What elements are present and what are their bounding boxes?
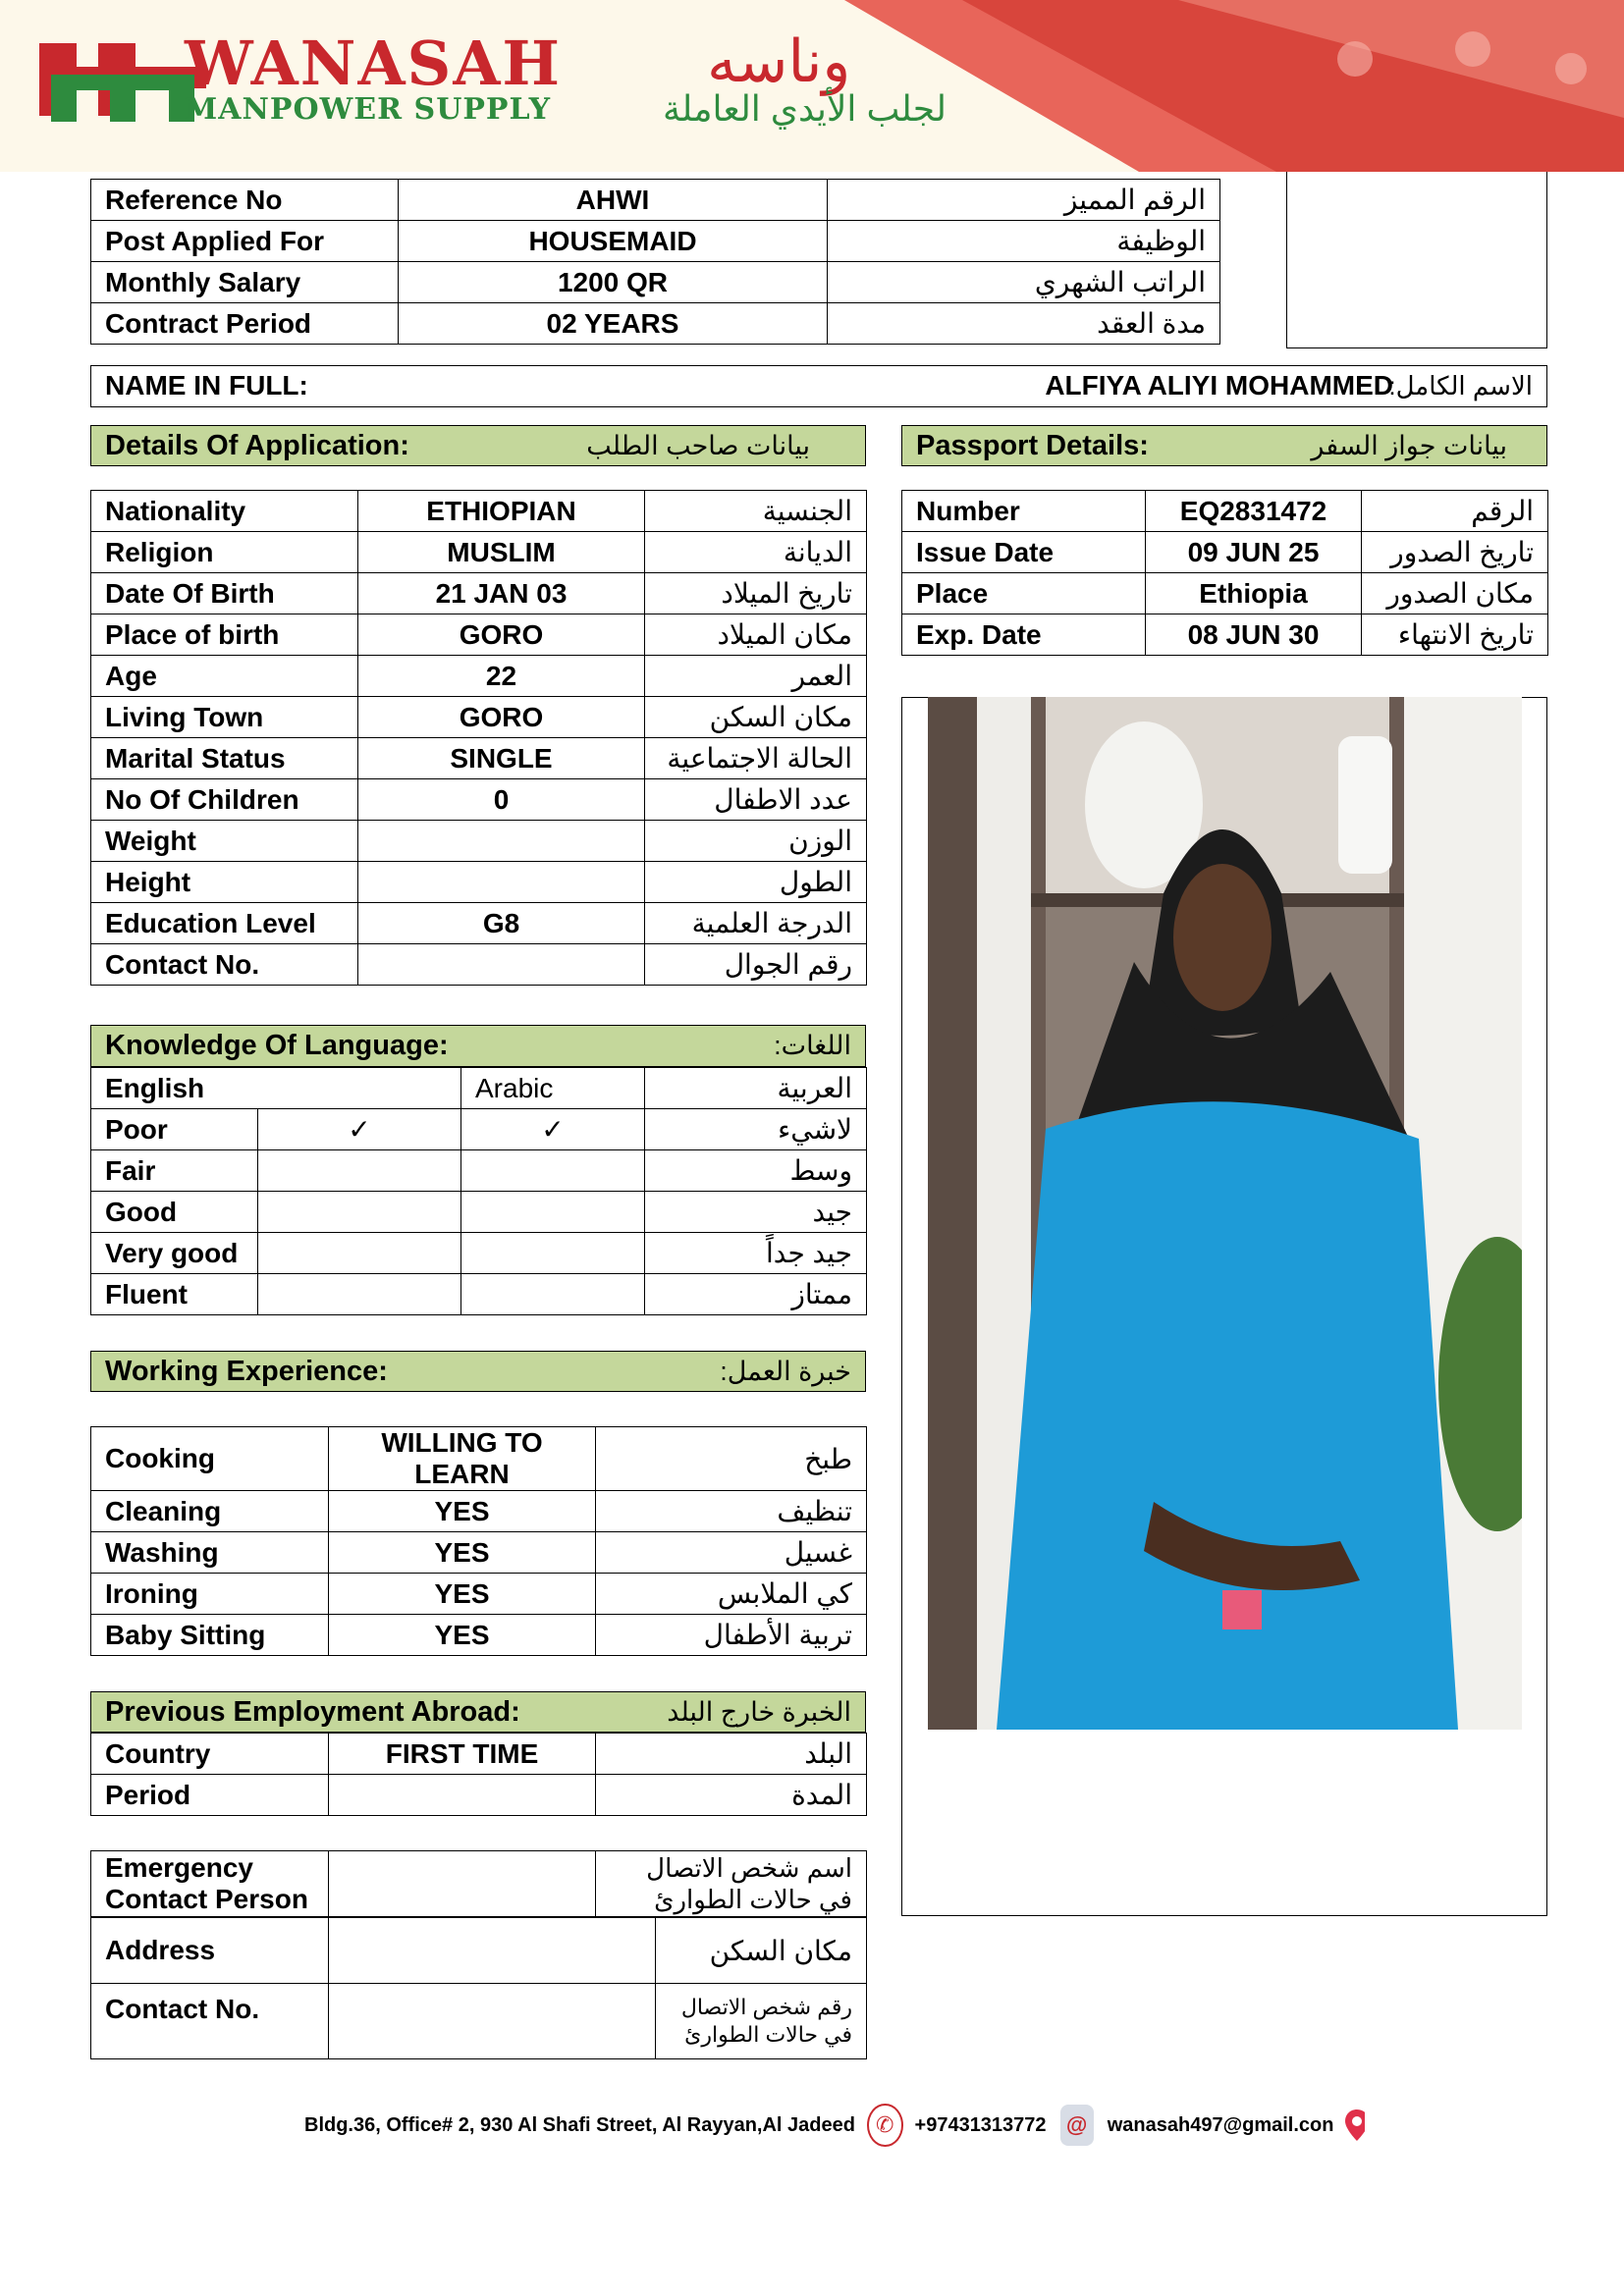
ref-label: Post Applied For <box>91 221 399 262</box>
passport-heading-label: Passport Details: <box>916 429 1149 461</box>
language-level-ar: لاشيء <box>645 1109 867 1150</box>
abroad-label-ar: البلد <box>596 1734 867 1775</box>
emergency-value <box>329 1851 596 1917</box>
detail-label: Contact No. <box>91 944 358 986</box>
table-row <box>91 862 867 903</box>
full-name-label: NAME IN FULL: <box>105 370 308 400</box>
detail-label: Living Town <box>91 697 358 738</box>
table-row <box>91 944 867 986</box>
table-row <box>91 1615 867 1656</box>
table-row <box>91 1574 867 1615</box>
table-row <box>91 1775 867 1816</box>
table-row <box>91 262 1220 303</box>
detail-label: Religion <box>91 532 358 573</box>
details-heading-label: Details Of Application: <box>105 429 409 461</box>
detail-value: MUSLIM <box>358 532 645 573</box>
wanasah-logo-icon <box>39 35 206 124</box>
experience-label: Baby Sitting <box>91 1615 329 1656</box>
ref-label: Monthly Salary <box>91 262 399 303</box>
language-arabic-cell <box>461 1150 645 1192</box>
experience-heading <box>90 1351 866 1392</box>
passport-label-ar: تاريخ الانتهاء <box>1362 614 1548 656</box>
applicant-photo <box>928 697 1522 1730</box>
language-arabic-cell <box>461 1233 645 1274</box>
table-row <box>91 1192 867 1233</box>
experience-heading-label: Working Experience: <box>105 1355 388 1387</box>
detail-value: 21 JAN 03 <box>358 573 645 614</box>
passport-value: 08 JUN 30 <box>1146 614 1362 656</box>
brand-name: WANASAH <box>185 27 563 99</box>
experience-label: Cooking <box>91 1427 329 1491</box>
table-row <box>91 573 867 614</box>
language-english-cell <box>258 1192 461 1233</box>
language-english-cell <box>258 1274 461 1315</box>
table-row <box>91 821 867 862</box>
full-name-value: ALFIYA ALIYI MOHAMMED <box>1045 370 1393 400</box>
ref-value: 02 YEARS <box>399 303 828 345</box>
language-arabic-cell <box>461 1192 645 1233</box>
experience-value: YES <box>329 1615 596 1656</box>
experience-heading-ar: خبرة العمل: <box>720 1356 851 1386</box>
abroad-value <box>329 1775 596 1816</box>
footer-email[interactable]: wanasah497@gmail.con <box>1107 2113 1334 2136</box>
detail-label-ar: الوزن <box>645 821 867 862</box>
emergency-label: Contact No. <box>91 1984 329 2059</box>
detail-label: Place of birth <box>91 614 358 656</box>
detail-label-ar: رقم الجوال <box>645 944 867 986</box>
passport-label-ar: الرقم <box>1362 491 1548 532</box>
check-icon: ✓ <box>461 1109 645 1150</box>
phone-icon: ✆ <box>867 2104 903 2147</box>
language-table <box>90 1067 867 1315</box>
passport-value: 09 JUN 25 <box>1146 532 1362 573</box>
brand-name-arabic: وناسه <box>707 28 851 94</box>
table-row <box>91 1233 867 1274</box>
emergency-label-ar: اسم شخص الاتصال في حالات الطوارئ <box>596 1851 867 1917</box>
table-row <box>91 1734 867 1775</box>
emergency-label-ar: رقم شخص الاتصال في حالات الطوارئ <box>656 1984 867 2059</box>
table-row <box>91 1109 867 1150</box>
emergency-table-bottom <box>90 1917 867 2059</box>
ref-label-ar: الوظيفة <box>828 221 1220 262</box>
detail-label-ar: الطول <box>645 862 867 903</box>
detail-label-ar: العمر <box>645 656 867 697</box>
table-row <box>91 614 867 656</box>
abroad-heading <box>90 1691 866 1733</box>
table-row <box>902 532 1548 573</box>
experience-table <box>90 1426 867 1656</box>
experience-label-ar: تنظيف <box>596 1491 867 1532</box>
detail-label-ar: مكان السكن <box>645 697 867 738</box>
emergency-label: Emergency Contact Person <box>91 1851 329 1917</box>
detail-label: Height <box>91 862 358 903</box>
abroad-label-ar: المدة <box>596 1775 867 1816</box>
language-level: Fair <box>91 1150 258 1192</box>
emergency-label: Address <box>91 1918 329 1984</box>
detail-label-ar: مكان الميلاد <box>645 614 867 656</box>
abroad-label: Period <box>91 1775 329 1816</box>
language-heading-label: Knowledge Of Language: <box>105 1030 449 1061</box>
passport-table <box>901 490 1548 656</box>
language-heading-ar: اللغات: <box>774 1031 851 1060</box>
email-icon: @ <box>1060 2105 1094 2146</box>
language-english-cell <box>258 1233 461 1274</box>
experience-value: YES <box>329 1491 596 1532</box>
table-row <box>91 1068 867 1109</box>
language-level-ar: وسط <box>645 1150 867 1192</box>
detail-value <box>358 862 645 903</box>
ref-label-ar: الرقم المميز <box>828 180 1220 221</box>
detail-label: Nationality <box>91 491 358 532</box>
language-level: Poor <box>91 1109 258 1150</box>
ref-label-ar: مدة العقد <box>828 303 1220 345</box>
table-row <box>91 1851 867 1917</box>
abroad-heading-label: Previous Employment Abroad: <box>105 1695 520 1728</box>
experience-value: YES <box>329 1574 596 1615</box>
language-level: Good <box>91 1192 258 1233</box>
detail-value: 22 <box>358 656 645 697</box>
details-heading <box>90 425 866 466</box>
reference-table <box>90 179 1220 345</box>
language-heading <box>90 1025 866 1067</box>
language-col-arabic: Arabic <box>461 1068 645 1109</box>
table-row <box>91 779 867 821</box>
footer <box>304 2101 1365 2150</box>
table-row <box>91 738 867 779</box>
detail-value <box>358 821 645 862</box>
detail-label-ar: عدد الاطفال <box>645 779 867 821</box>
header-banner <box>0 0 1624 172</box>
table-row <box>91 1918 867 1984</box>
language-level-ar: جيد <box>645 1192 867 1233</box>
passport-heading-ar: بيانات جواز السفر <box>1311 430 1507 460</box>
ref-label-ar: الراتب الشهري <box>828 262 1220 303</box>
emergency-value <box>329 1918 656 1984</box>
experience-label-ar: طبخ <box>596 1427 867 1491</box>
passport-label: Exp. Date <box>902 614 1146 656</box>
passport-label: Place <box>902 573 1146 614</box>
table-row <box>91 1984 867 2059</box>
table-row <box>91 532 867 573</box>
experience-value: YES <box>329 1532 596 1574</box>
full-name-row <box>90 365 1547 407</box>
detail-label-ar: الديانة <box>645 532 867 573</box>
language-level-ar: جيد جداً <box>645 1233 867 1274</box>
footer-phone[interactable]: +97431313772 <box>914 2113 1047 2136</box>
detail-value: G8 <box>358 903 645 944</box>
detail-label: Weight <box>91 821 358 862</box>
details-heading-ar: بيانات صاحب الطلب <box>586 430 810 460</box>
detail-value: 0 <box>358 779 645 821</box>
experience-label-ar: كي الملابس <box>596 1574 867 1615</box>
table-row <box>91 1532 867 1574</box>
abroad-table <box>90 1733 867 1816</box>
experience-label: Cleaning <box>91 1491 329 1532</box>
brand-tagline-arabic: لجلب الأيدي العاملة <box>663 88 947 129</box>
detail-label: Education Level <box>91 903 358 944</box>
table-row <box>91 221 1220 262</box>
passport-label: Issue Date <box>902 532 1146 573</box>
ref-value: 1200 QR <box>399 262 828 303</box>
ref-label: Reference No <box>91 180 399 221</box>
table-row <box>91 180 1220 221</box>
detail-value: GORO <box>358 697 645 738</box>
passport-label: Number <box>902 491 1146 532</box>
photo-box-small <box>1286 172 1547 348</box>
check-icon: ✓ <box>258 1109 461 1150</box>
experience-label-ar: تربية الأطفال <box>596 1615 867 1656</box>
language-col-english: English <box>91 1068 461 1109</box>
details-table <box>90 490 867 986</box>
table-row <box>91 1274 867 1315</box>
brand-tagline: MANPOWER SUPPLY <box>185 92 552 127</box>
table-row <box>91 697 867 738</box>
table-row <box>91 656 867 697</box>
language-level: Very good <box>91 1233 258 1274</box>
table-row <box>91 903 867 944</box>
language-col-ar: العربية <box>645 1068 867 1109</box>
detail-label-ar: الحالة الاجتماعية <box>645 738 867 779</box>
detail-label: No Of Children <box>91 779 358 821</box>
table-row <box>902 614 1548 656</box>
detail-label: Age <box>91 656 358 697</box>
passport-label-ar: مكان الصدور <box>1362 573 1548 614</box>
detail-value: SINGLE <box>358 738 645 779</box>
language-level-ar: ممتاز <box>645 1274 867 1315</box>
emergency-value <box>329 1984 656 2059</box>
detail-label-ar: تاريخ الميلاد <box>645 573 867 614</box>
experience-label-ar: غسيل <box>596 1532 867 1574</box>
detail-label-ar: الدرجة العلمية <box>645 903 867 944</box>
emergency-label-ar: مكان السكن <box>656 1918 867 1984</box>
language-level: Fluent <box>91 1274 258 1315</box>
language-arabic-cell <box>461 1274 645 1315</box>
table-row <box>91 1491 867 1532</box>
passport-value: Ethiopia <box>1146 573 1362 614</box>
ref-value: AHWI <box>399 180 828 221</box>
footer-address: Bldg.36, Office# 2, 930 Al Shafi Street, Al Rayyan,Al Jadeed <box>304 2113 855 2136</box>
passport-label-ar: تاريخ الصدور <box>1362 532 1548 573</box>
abroad-label: Country <box>91 1734 329 1775</box>
detail-label-ar: الجنسية <box>645 491 867 532</box>
experience-label: Ironing <box>91 1574 329 1615</box>
table-row <box>902 491 1548 532</box>
table-row <box>91 303 1220 345</box>
photo-illustration <box>928 697 1522 1730</box>
detail-label: Marital Status <box>91 738 358 779</box>
ref-value: HOUSEMAID <box>399 221 828 262</box>
detail-value: GORO <box>358 614 645 656</box>
language-english-cell <box>258 1150 461 1192</box>
ref-label: Contract Period <box>91 303 399 345</box>
experience-value: WILLING TO LEARN <box>329 1427 596 1491</box>
location-pin-icon <box>1345 2109 1365 2141</box>
table-row <box>91 491 867 532</box>
passport-value: EQ2831472 <box>1146 491 1362 532</box>
detail-value: ETHIOPIAN <box>358 491 645 532</box>
table-row <box>902 573 1548 614</box>
abroad-value: FIRST TIME <box>329 1734 596 1775</box>
table-row <box>91 1427 867 1491</box>
experience-label: Washing <box>91 1532 329 1574</box>
detail-value <box>358 944 645 986</box>
abroad-heading-ar: الخبرة خارج البلد <box>667 1696 851 1727</box>
detail-label: Date Of Birth <box>91 573 358 614</box>
passport-heading <box>901 425 1547 466</box>
full-name-label-ar: الاسم الكامل: <box>1388 371 1533 400</box>
table-row <box>91 1150 867 1192</box>
emergency-table-top <box>90 1850 867 1917</box>
